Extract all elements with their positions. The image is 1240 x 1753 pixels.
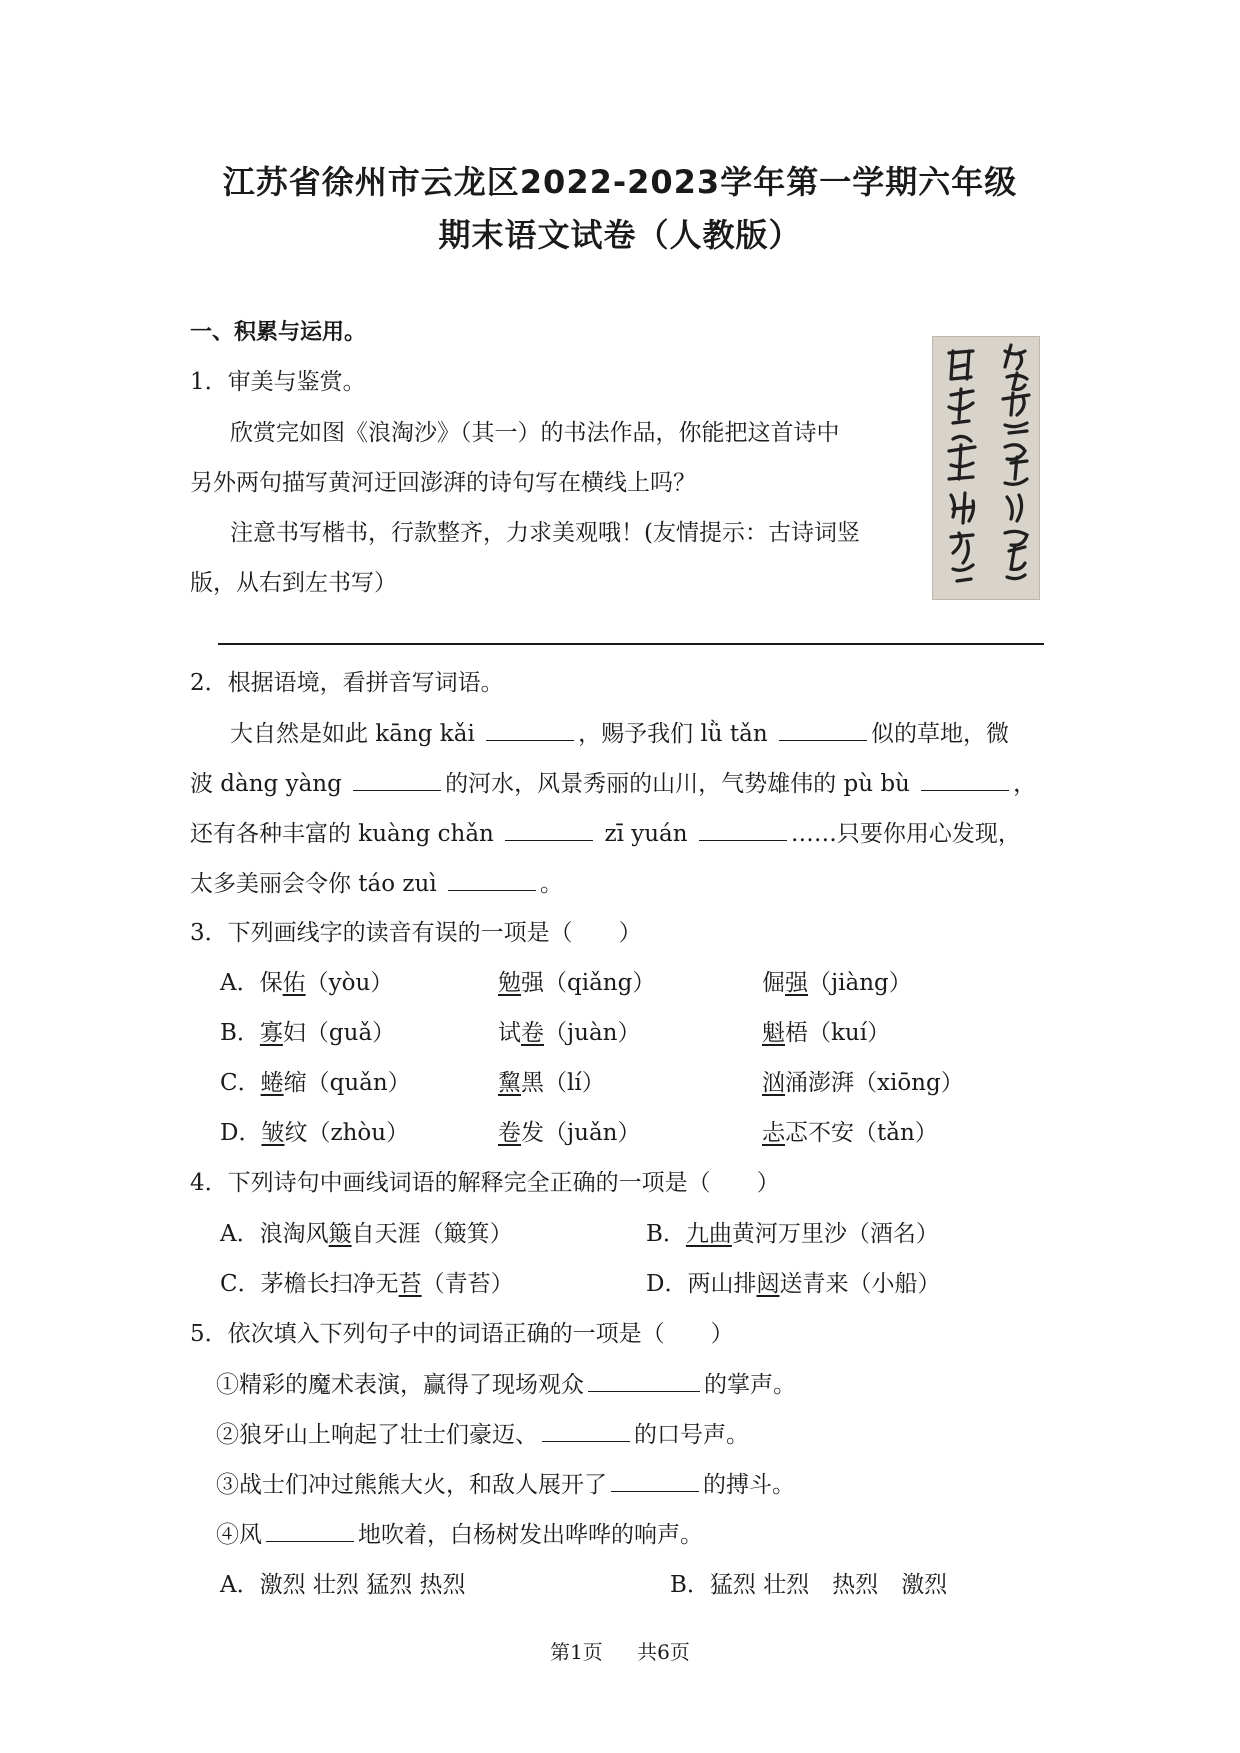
- pinyin-text: 强（qiǎng）: [521, 970, 656, 996]
- sentence-text: ③战士们冲过熊熊大火，和敌人展开了: [216, 1472, 607, 1498]
- answer-line[interactable]: [218, 643, 1044, 645]
- q5-sentence-2: [216, 1420, 749, 1450]
- sentence-text: ④风: [216, 1522, 262, 1548]
- q3-option-cell: [498, 1018, 640, 1048]
- option-text: D．: [220, 1120, 262, 1146]
- option-text: （青苔）: [421, 1271, 514, 1297]
- q3-option-cell[interactable]: [220, 1018, 395, 1048]
- blank[interactable]: [542, 1421, 630, 1442]
- q1-text-4: 版，从右到左书写）: [190, 570, 397, 596]
- underlined-char: 强: [785, 970, 808, 996]
- q2-text: 波 dàng yàng: [190, 771, 342, 797]
- option-text: C．: [220, 1070, 261, 1096]
- pinyin-text: 妇（guǎ）: [282, 1020, 396, 1046]
- sentence-text: ①精彩的魔术表演，赢得了现场观众: [216, 1372, 584, 1398]
- option-text: A．浪淘风: [220, 1221, 329, 1247]
- underlined-char: 佑: [282, 970, 306, 996]
- blank-lutan[interactable]: [779, 720, 867, 741]
- underlined-char: 皱: [261, 1120, 285, 1146]
- q4-option-b[interactable]: [646, 1219, 939, 1249]
- q5-sentence-4: [216, 1520, 703, 1550]
- q2-text: 似的草地，微: [871, 721, 1010, 747]
- q3-heading: 3．下列画线字的读音有误的一项是（ ）: [190, 920, 642, 946]
- blank[interactable]: [266, 1521, 354, 1542]
- pinyin-text: 纹（zhòu）: [284, 1120, 410, 1146]
- blank-ziyuan[interactable]: [699, 820, 787, 841]
- underlined-char: 蜷: [260, 1070, 284, 1096]
- q4-heading: 4．下列诗句中画线词语的解释完全正确的一项是（ ）: [190, 1170, 780, 1196]
- underlined-word: 闼: [756, 1271, 780, 1297]
- q2-heading: 2．根据语境，看拼音写词语。: [190, 670, 504, 696]
- q2-text: ，: [1013, 771, 1037, 797]
- sentence-text: ②狼牙山上响起了壮士们豪迈、: [216, 1422, 538, 1448]
- underlined-char: 黧: [498, 1070, 521, 1096]
- option-text: B．: [646, 1221, 686, 1247]
- underlined-word: 九曲: [685, 1221, 732, 1247]
- blank-pubu[interactable]: [921, 770, 1009, 791]
- q1-heading: 1．审美与鉴赏。: [190, 369, 366, 395]
- underlined-char: 卷: [521, 1020, 544, 1046]
- pinyin-text: （yòu）: [305, 970, 394, 996]
- q4-option-d[interactable]: [646, 1269, 940, 1299]
- option-text: 试: [498, 1020, 521, 1046]
- underlined-word: 苔: [398, 1271, 422, 1297]
- exam-title-line1: 江苏省徐州市云龙区2022-2023学年第一学期六年级: [222, 163, 1018, 201]
- q5-heading: 5．依次填入下列句子中的词语正确的一项是（ ）: [190, 1321, 734, 1347]
- blank[interactable]: [611, 1471, 699, 1492]
- exam-title-line2: 期末语文试卷（人教版）: [438, 216, 802, 254]
- pinyin-text: 缩（quǎn）: [283, 1070, 411, 1096]
- q2-line-1: [230, 719, 1009, 749]
- sentence-text: 的搏斗。: [703, 1472, 795, 1498]
- q3-option-cell: [498, 1068, 605, 1098]
- blank-taozui[interactable]: [448, 870, 536, 891]
- q2-line-4: [190, 869, 563, 899]
- page-footer: [0, 1636, 1240, 1665]
- q5-option-b[interactable]: B．猛烈 壮烈 热烈 激烈: [670, 1572, 948, 1598]
- blank[interactable]: [588, 1371, 700, 1392]
- q2-text: ……只要你用心发现，: [790, 821, 1021, 847]
- q3-option-cell[interactable]: [220, 968, 393, 998]
- pinyin-text: 发（juǎn）: [521, 1120, 641, 1146]
- underlined-char: 魁: [762, 1020, 785, 1046]
- pinyin-text: 梧（kuí）: [785, 1020, 891, 1046]
- underlined-char: 卷: [498, 1120, 521, 1146]
- blank-dangyang[interactable]: [353, 770, 441, 791]
- pinyin-text: 黑（lí）: [521, 1070, 605, 1096]
- blank-kangkai[interactable]: [486, 720, 574, 741]
- q3-option-cell: [498, 1118, 640, 1148]
- option-text: D．两山排: [646, 1271, 757, 1297]
- sentence-text: 地吹着，白杨树发出哗哗的响声。: [358, 1522, 703, 1548]
- q5-sentence-3: [216, 1470, 795, 1500]
- pinyin-text: （jiàng）: [808, 970, 912, 996]
- option-text: 黄河万里沙（酒名）: [731, 1221, 939, 1247]
- pinyin-text: 忑不安（tǎn）: [785, 1120, 938, 1146]
- q5-option-a[interactable]: A．激烈 壮烈 猛烈 热烈: [220, 1572, 466, 1598]
- q4-option-a[interactable]: [220, 1219, 513, 1249]
- q3-option-cell: [498, 968, 655, 998]
- q2-text: 还有各种丰富的 kuàng chǎn: [190, 821, 494, 847]
- q1-text-1: 欣赏完如图《浪淘沙》（其一）的书法作品，你能把这首诗中: [230, 420, 840, 446]
- pinyin-text: 涌澎湃（xiōng）: [785, 1070, 964, 1096]
- q3-option-cell[interactable]: [220, 1068, 411, 1098]
- underlined-char: 勉: [498, 970, 521, 996]
- calligraphy-image: [932, 336, 1040, 600]
- blank-kuangchan[interactable]: [505, 820, 593, 841]
- q5-sentence-1: [216, 1370, 796, 1400]
- page-number: 第1页: [550, 1640, 603, 1664]
- sentence-text: 的掌声。: [704, 1372, 796, 1398]
- option-text: C．茅檐长扫净无: [220, 1271, 399, 1297]
- option-text: 自天涯（簸箕）: [351, 1221, 513, 1247]
- q4-option-c[interactable]: [220, 1269, 514, 1299]
- q3-option-cell: [762, 1068, 964, 1098]
- option-text: B．: [220, 1020, 260, 1046]
- q3-option-cell: [762, 1118, 938, 1148]
- q2-text: 的河水，风景秀丽的山川，气势雄伟的 pù bù: [445, 771, 910, 797]
- q2-line-3: [190, 819, 1021, 849]
- section-heading: 一、积累与运用。: [190, 320, 367, 345]
- option-text: 倔: [762, 970, 785, 996]
- sentence-text: 的口号声。: [634, 1422, 749, 1448]
- q2-text: zī yuán: [604, 821, 688, 847]
- page-total: 共6页: [637, 1640, 690, 1664]
- option-text: A．保: [220, 970, 283, 996]
- q2-text: ，赐予我们 lǜ tǎn: [578, 721, 768, 747]
- q1-text-3: 注意书写楷书，行款整齐，力求美观哦！(友情提示：古诗词竖: [230, 520, 860, 546]
- underlined-word: 簸: [328, 1221, 352, 1247]
- pinyin-text: （juàn）: [544, 1020, 641, 1046]
- calligraphy-artwork: [933, 337, 1039, 599]
- q3-option-cell: [762, 1018, 890, 1048]
- q2-text: 。: [540, 871, 564, 897]
- q3-option-cell[interactable]: [220, 1118, 409, 1148]
- underlined-char: 寡: [259, 1020, 283, 1046]
- q2-line-2: [190, 769, 1036, 799]
- q2-text: 大自然是如此 kāng kǎi: [230, 721, 475, 747]
- underlined-char: 忐: [762, 1120, 785, 1146]
- option-text: 送青来（小船）: [779, 1271, 941, 1297]
- q3-option-cell: [762, 968, 912, 998]
- underlined-char: 汹: [762, 1070, 785, 1096]
- q2-text: 太多美丽会令你 táo zuì: [190, 871, 437, 897]
- q1-text-2: 另外两句描写黄河迂回澎湃的诗句写在横线上吗？: [190, 470, 696, 496]
